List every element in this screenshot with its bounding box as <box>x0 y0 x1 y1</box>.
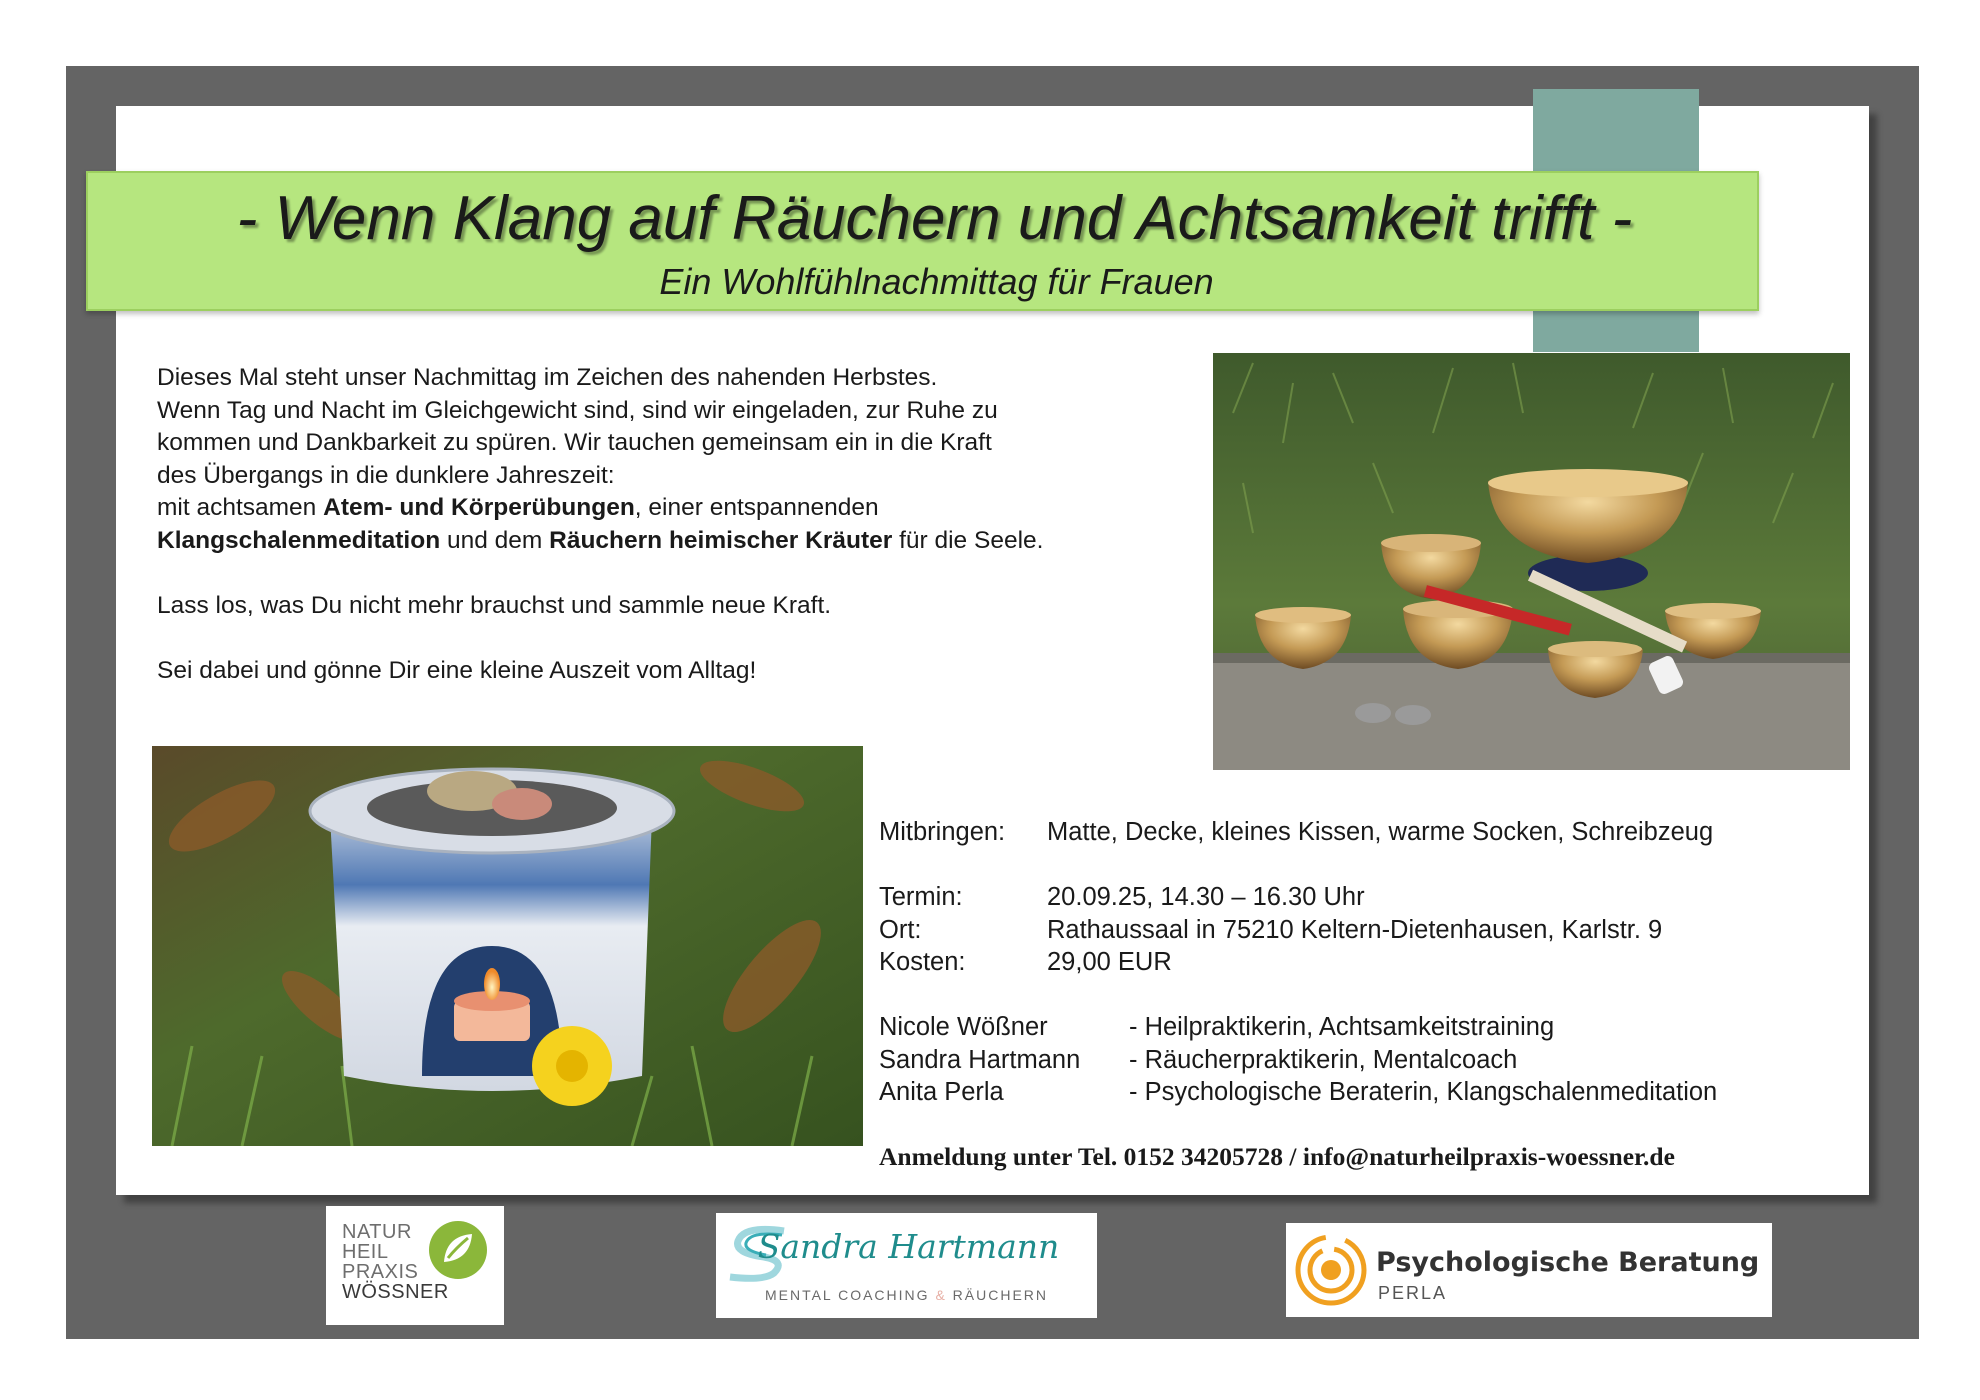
intro-line: und dem <box>440 526 550 554</box>
logo-line: WÖSSNER <box>342 1281 449 1303</box>
bring-label: Mitbringen: <box>879 818 1006 846</box>
perla-logo-subtitle: PERLA <box>1378 1283 1448 1303</box>
perla-logo-title: Psychologische Beratung <box>1376 1247 1760 1278</box>
host-name: Nicole Wößner <box>879 1013 1048 1041</box>
logo-line: PRAXIS <box>342 1261 419 1283</box>
psychologische-beratung-logo <box>1286 1223 1772 1317</box>
detail-cost <box>879 946 1717 979</box>
highlight-singing-bowl: Klangschalenmeditation <box>157 526 441 554</box>
cost-label: Kosten: <box>879 948 966 976</box>
naturheilpraxis-logo <box>326 1206 504 1325</box>
intro-paragraph <box>157 362 1197 557</box>
highlight-breathing: Atem- und Körperübungen <box>323 494 635 521</box>
tagline-ampersand: & <box>935 1287 947 1303</box>
cost-value: 29,00 EUR <box>1047 948 1172 976</box>
intro-line: Dieses Mal steht unser Nachmittag im Zeichen des nahenden Herbstes. <box>157 364 938 391</box>
host-row <box>879 1076 1717 1109</box>
host-name: Sandra Hartmann <box>879 1045 1081 1074</box>
date-label: Termin: <box>879 883 963 911</box>
intro-line: für die Seele. <box>892 526 1044 554</box>
ring-sun-icon <box>1294 1233 1368 1307</box>
intro-line: , einer entspannenden <box>634 494 879 521</box>
intro-let-go: Lass los, was Du nicht mehr brauchst und sammle neue Kraft. <box>157 591 832 619</box>
host-row <box>879 1011 1717 1044</box>
host-role: - Heilpraktikerin, Achtsamkeitstraining <box>1129 1013 1555 1041</box>
intro-invitation: Sei dabei und gönne Dir eine kleine Auszeit vom Alltag! <box>157 656 757 684</box>
hartmann-tagline <box>716 1287 1097 1303</box>
tagline-part: RÄUCHERN <box>946 1287 1049 1303</box>
detail-bring <box>879 816 1717 849</box>
event-subtitle: Ein Wohlfühlnachmittag für Frauen <box>659 261 1214 302</box>
host-role: - Räucherpraktikerin, Mentalcoach <box>1129 1045 1518 1074</box>
title-banner <box>86 171 1759 311</box>
intro-line: des Übergangs in die dunklere Jahreszeit: <box>157 461 615 489</box>
intro-text <box>157 362 1197 720</box>
logo-line: HEIL <box>342 1241 389 1263</box>
intro-line: kommen und Dankbarkeit zu spüren. Wir tauchen gemeinsam ein in die Kraft <box>157 429 992 456</box>
host-role: - Psychologische Beraterin, Klangschalenmeditation <box>1129 1078 1718 1106</box>
intro-line: Wenn Tag und Nacht im Gleichgewicht sind, sind wir eingeladen, zur Ruhe zu <box>157 396 998 424</box>
leaf-circle-icon <box>426 1218 490 1282</box>
host-name: Anita Perla <box>879 1078 1004 1106</box>
event-details <box>879 816 1717 1109</box>
place-label: Ort: <box>879 915 922 944</box>
logo-line: NATUR <box>342 1221 412 1243</box>
incense-burner-photo <box>152 746 863 1146</box>
place-value: Rathaussaal in 75210 Keltern-Dietenhausen, Karlstr. 9 <box>1047 915 1663 944</box>
host-row <box>879 1044 1717 1077</box>
detail-date <box>879 881 1717 914</box>
date-value: 20.09.25, 14.30 – 16.30 Uhr <box>1047 883 1365 911</box>
singing-bowls-photo <box>1213 353 1850 770</box>
bring-value: Matte, Decke, kleines Kissen, warme Socken, Schreibzeug <box>1047 818 1714 846</box>
intro-line: mit achtsamen <box>157 494 324 521</box>
detail-place <box>879 914 1717 947</box>
event-title: - Wenn Klang auf Räuchern und Achtsamkeit trifft - <box>236 184 1633 253</box>
tagline-part: MENTAL COACHING <box>764 1287 936 1303</box>
highlight-smudging: Räuchern heimischer Kräuter <box>549 526 893 554</box>
sandra-hartmann-logo <box>716 1213 1097 1318</box>
signup-contact: Anmeldung unter Tel. 0152 34205728 / info@naturheilpraxis-woessner.de <box>879 1142 1675 1171</box>
hartmann-script-name: Sandra Hartmann <box>757 1227 1060 1266</box>
